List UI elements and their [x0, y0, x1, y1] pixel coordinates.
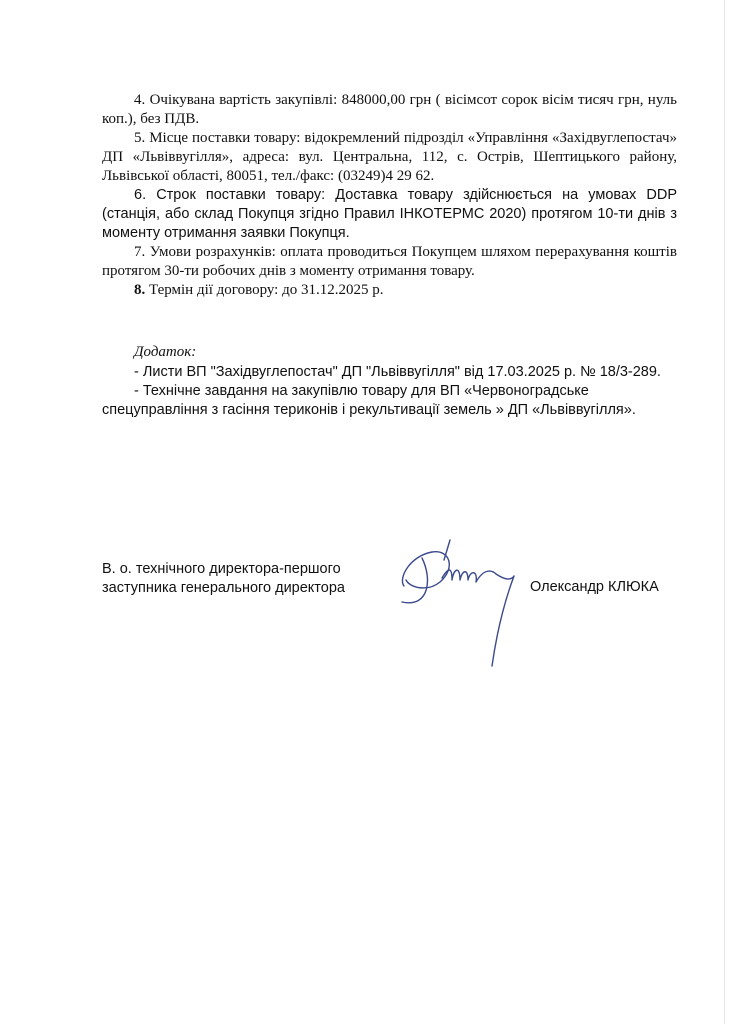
clause-4: 4. Очікувана вартість закупівлі: 848000,00 грн ( вісімсот сорок вісім тисяч грн, нуль коп.), без ПДВ. — [102, 92, 677, 127]
clause-6: 6. Строк поставки товару: Доставка товару здійснюється на умовах DDP (станція, або склад Покупця згідно Правил ІНКОТЕРМС 2020) протягом 10-ти днів з моменту отримання заявки Покупця. — [102, 187, 677, 241]
attachments-section — [102, 343, 677, 420]
position-line-1: В. о. технічного директора-першого — [102, 561, 341, 577]
attachments-title: Додаток: — [134, 344, 197, 360]
attachment-item-letters: - Листи ВП "Західвуглепостач" ДП "Львіввугілля" від 17.03.2025 р. № 18/3-289. — [134, 364, 661, 380]
clause-8 — [102, 281, 677, 300]
clause-8-number: 8. — [134, 282, 146, 298]
attachment-item-tech-spec: - Технічне завдання на закупівлю товару для ВП «Червоноградське спецуправління з гасіння териконів і рекультивації земель » ДП «Львіввугілля». — [102, 383, 636, 418]
signature-block — [102, 560, 682, 680]
terms-section — [102, 91, 677, 300]
signatory-name: Олександр КЛЮКА — [530, 579, 659, 595]
scan-edge-line — [724, 0, 725, 1024]
handwritten-signature — [392, 538, 542, 678]
position-line-2: заступника генерального директора — [102, 580, 345, 596]
clause-5: 5. Місце поставки товару: відокремлений підрозділ «Управління «Західвуглепостач» ДП «Львіввугілля», адреса: вул. Центральна, 112, с. Острів, Шептицького району, Львівської області, 80051, тел./факс: (03249)4 29 62. — [102, 130, 677, 184]
signatory-position — [102, 560, 345, 598]
clause-7: 7. Умови розрахунків: оплата проводиться Покупцем шляхом перерахування коштів протягом 30-ти робочих днів з моменту отримання товару. — [102, 244, 677, 279]
clause-8-text: Термін дії договору: до 31.12.2025 р. — [145, 282, 384, 298]
